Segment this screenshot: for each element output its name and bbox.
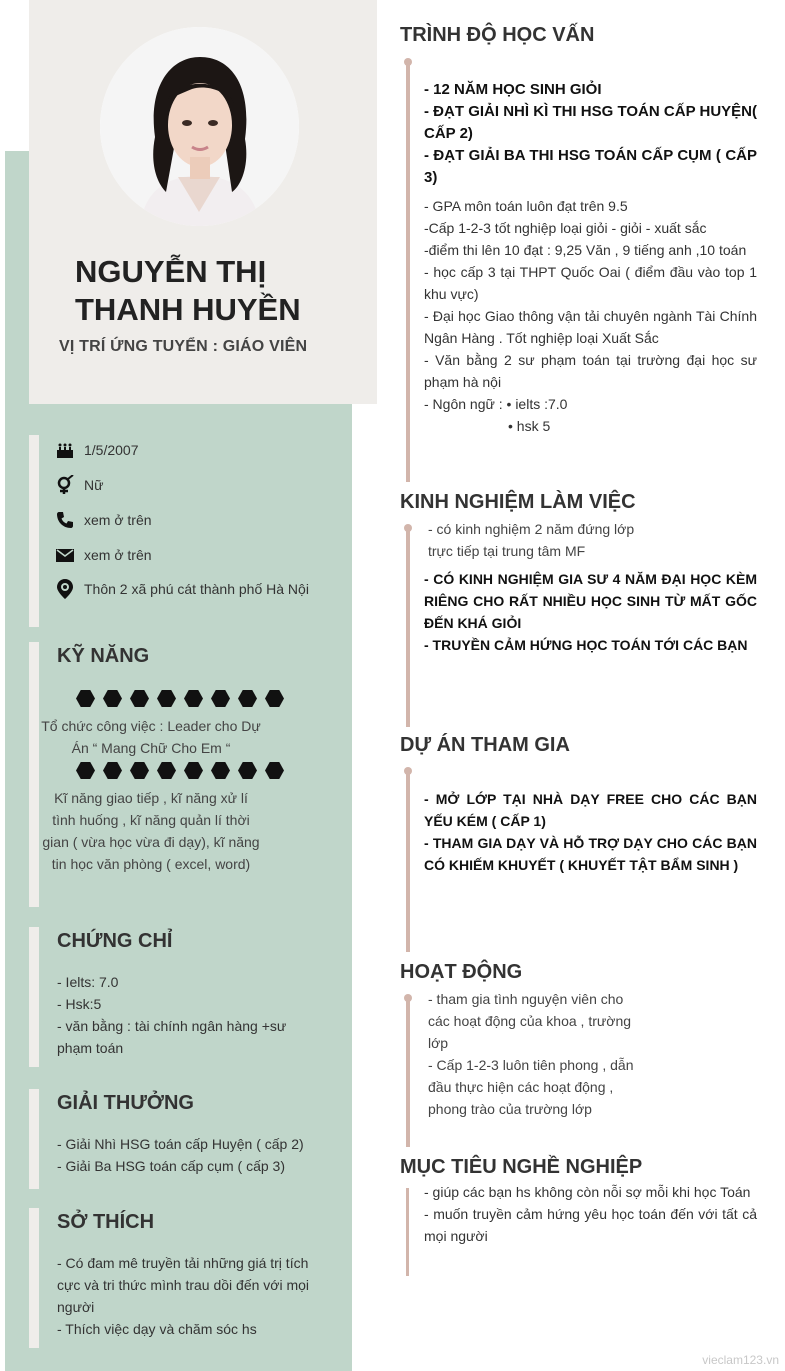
education-line: - học cấp 3 tại THPT Quốc Oai ( điểm đầu vào top 1 khu vực) [424, 264, 757, 302]
contact-birthday [54, 439, 304, 461]
email-text[interactable]: xem ở trên [84, 547, 152, 563]
contact-accent-bar [29, 435, 39, 627]
experience-content [424, 518, 757, 656]
contact-gender [54, 474, 304, 496]
experience-line: - có kinh nghiệm 2 năm đứng lớp trực tiếp tại trung tâm MF [428, 521, 635, 559]
experience-bold-line: - CÓ KINH NGHIỆM GIA SƯ 4 NĂM ĐẠI HỌC KÈM RIÊNG CHO RẤT NHIỀU HỌC SINH TỪ MẤT GỐC ĐẾN KHÁ GIỎI [424, 571, 757, 631]
certificates-title: CHỨNG CHỈ [57, 930, 173, 952]
avatar [100, 27, 299, 226]
education-line: - GPA môn toán luôn đạt trên 9.5 [424, 198, 628, 214]
location-icon [54, 578, 76, 600]
language-line: - Ngôn ngữ : • ielts :7.0 [424, 396, 568, 412]
skill-rating-1 [76, 690, 292, 707]
education-line: -điểm thi lên 10 đạt : 9,25 Văn , 9 tiếng anh ,10 toán [424, 242, 747, 258]
skill-rating-2 [76, 762, 292, 779]
hobbies-list [57, 1252, 322, 1340]
education-section [400, 22, 770, 484]
email-icon [54, 544, 76, 566]
candidate-name [75, 253, 355, 329]
award-line: - Giải Nhì HSG toán cấp Huyện ( cấp 2) [57, 1136, 304, 1152]
skill-item-2: Kĩ năng giao tiếp , kĩ năng xử lí tình huống , kĩ năng quản lí thời gian ( vừa học vừa đi dạy), kĩ năng tin học văn phòng ( excel, word) [42, 790, 260, 872]
awards-accent-bar [29, 1089, 39, 1189]
timeline-dot [404, 58, 412, 66]
gender-icon [54, 474, 76, 496]
awards-title: GIẢI THƯỞNG [57, 1092, 194, 1114]
objective-content [424, 1181, 757, 1247]
education-line: -Cấp 1-2-3 tốt nghiệp loại giỏi - giỏi - xuất sắc [424, 220, 707, 236]
hobbies-section [29, 1208, 349, 1348]
objective-section [400, 1154, 770, 1279]
name-line-1: NGUYỄN THỊ [75, 254, 267, 289]
portrait-illustration [100, 27, 299, 226]
objective-line: - muốn truyền cảm hứng yêu học toán đến với tất cả mọi người [424, 1206, 757, 1244]
experience-timeline [406, 527, 410, 727]
position-title: VỊ TRÍ ỨNG TUYỂN : GIÁO VIÊN [59, 338, 308, 355]
awards-section [29, 1089, 349, 1189]
objective-title: MỤC TIÊU NGHỀ NGHIỆP [400, 1156, 643, 1178]
activity-line: - Cấp 1-2-3 luôn tiên phong , dẫn đầu thực hiện các hoạt động , phong trào của trường lớp [428, 1057, 634, 1117]
award-line: - Giải Ba HSG toán cấp cụm ( cấp 3) [57, 1158, 285, 1174]
address-text: Thôn 2 xã phú cát thành phố Hà Nội [84, 581, 309, 597]
timeline-dot [404, 767, 412, 775]
phone-text[interactable]: xem ở trên [84, 512, 152, 528]
education-content [424, 79, 757, 437]
name-line-2: THANH HUYỀN [75, 292, 301, 327]
certificate-line: - Hsk:5 [57, 996, 102, 1012]
contact-email [54, 544, 304, 566]
activities-section [400, 959, 770, 1149]
certificates-list [57, 971, 302, 1059]
education-timeline [406, 60, 410, 482]
certificates-accent-bar [29, 927, 39, 1067]
awards-list [57, 1133, 342, 1177]
certificate-line: - Ielts: 7.0 [57, 974, 119, 990]
cake-icon [54, 439, 76, 461]
certificates-section [29, 927, 349, 1067]
certificate-line: - văn bằng : tài chính ngân hàng +sư phạm toán [57, 1018, 287, 1056]
hobby-line: - Thích việc dạy và chăm sóc hs [57, 1321, 257, 1337]
experience-bold-line: - TRUYỀN CẢM HỨNG HỌC TOÁN TỚI CÁC BẠN [424, 637, 748, 653]
activities-content [424, 988, 649, 1120]
skills-accent-bar [29, 642, 39, 907]
hobby-line: - Có đam mê truyền tải những giá trị tích cực và tri thức mình trau dồi đến với mọi người [57, 1255, 310, 1315]
education-bold-line: - 12 NĂM HỌC SINH GIỎI [424, 81, 602, 98]
skills-section [29, 642, 349, 907]
education-line: - Văn bằng 2 sư phạm toán tại trường đại học sư phạm hà nội [424, 352, 757, 390]
watermark: vieclam123.vn [702, 1353, 779, 1367]
activities-title: HOẠT ĐỘNG [400, 961, 523, 983]
gender-text: Nữ [84, 477, 104, 493]
skills-title: KỸ NĂNG [57, 645, 150, 667]
contact-address [54, 578, 314, 600]
hobbies-accent-bar [29, 1208, 39, 1348]
projects-title: DỰ ÁN THAM GIA [400, 734, 570, 756]
projects-content [424, 788, 757, 876]
project-line: - MỞ LỚP TẠI NHÀ DẠY FREE CHO CÁC BẠN YẾU KÉM ( CẤP 1) [424, 791, 757, 829]
education-line: - Đại học Giao thông vận tải chuyên ngành Tài Chính Ngân Hàng . Tốt nghiệp loại Xuất Sắc [424, 308, 757, 346]
timeline-dot [404, 994, 412, 1002]
activities-timeline [406, 997, 410, 1147]
project-line: - THAM GIA DẠY VÀ HỖ TRỢ DẠY CHO CÁC BẠN CÓ KHIẾM KHUYẾT ( KHUYẾT TẬT BẨM SINH ) [424, 835, 757, 873]
objective-timeline [406, 1188, 409, 1276]
education-title: TRÌNH ĐỘ HỌC VẤN [400, 24, 595, 46]
timeline-dot [404, 524, 412, 532]
education-bold-line: - ĐẠT GIẢI NHÌ KÌ THI HSG TOÁN CẤP HUYỆN( CẤP 2) [424, 103, 757, 142]
projects-timeline [406, 770, 410, 952]
experience-section [400, 489, 770, 729]
skill-item-1: Tổ chức công việc : Leader cho Dự Án “ Mang Chữ Cho Em “ [41, 718, 261, 756]
phone-icon [54, 509, 76, 531]
objective-line: - giúp các bạn hs không còn nỗi sợ mỗi khi học Toán [424, 1184, 751, 1200]
activity-line: - tham gia tình nguyện viên cho các hoạt động của khoa , trường lớp [428, 991, 632, 1051]
education-bold-line: - ĐẠT GIẢI BA THI HSG TOÁN CẤP CỤM ( CẤP 3) [424, 147, 757, 186]
contact-phone [54, 509, 304, 531]
language-line-2: • hsk 5 [508, 418, 551, 434]
projects-section [400, 732, 770, 954]
birthday-text: 1/5/2007 [84, 442, 139, 458]
experience-title: KINH NGHIỆM LÀM VIỆC [400, 491, 636, 513]
hobbies-title: SỞ THÍCH [57, 1211, 155, 1233]
